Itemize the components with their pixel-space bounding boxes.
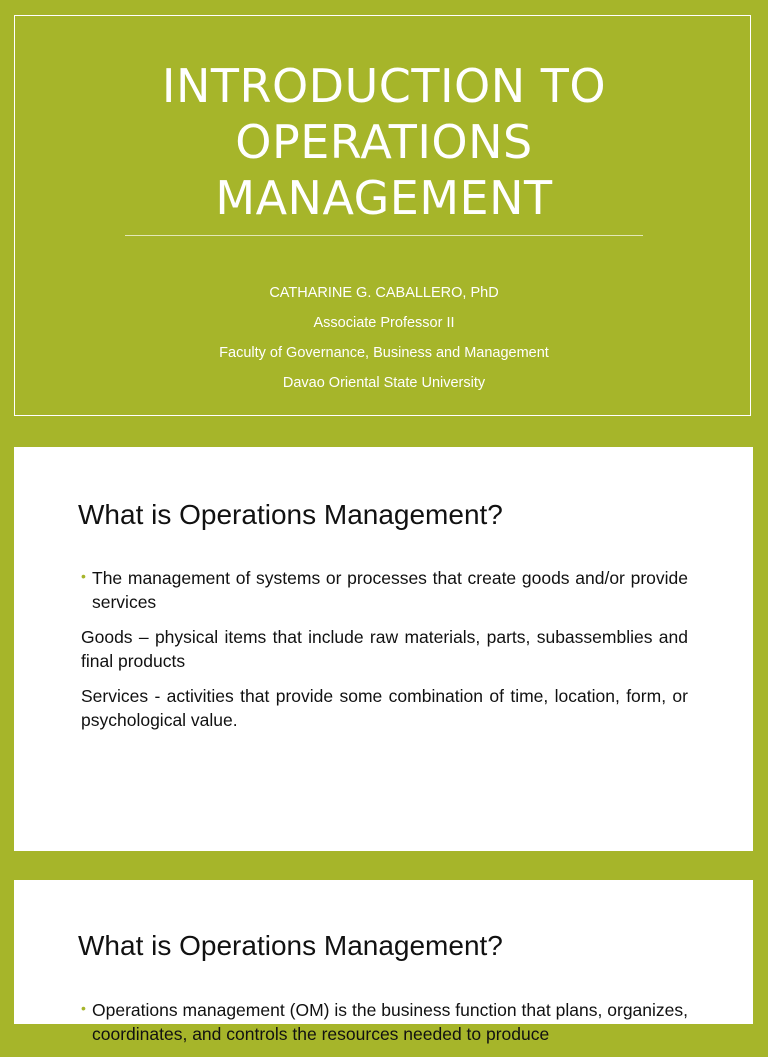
bullet-item <box>81 998 688 1046</box>
slide-heading: What is Operations Management? <box>78 930 503 961</box>
slide-3 <box>14 880 753 1044</box>
bullet-item <box>81 566 688 614</box>
title-line-3: MANAGEMENT <box>215 171 553 225</box>
goods-definition: Goods – physical items that include raw materials, parts, subassemblies and final products <box>81 627 688 671</box>
author-position: Associate Professor II <box>313 315 455 331</box>
slide-heading: What is Operations Management? <box>78 499 503 530</box>
author-name: CATHARINE G. CABALLERO, PhD <box>269 285 499 301</box>
slide-2 <box>14 447 753 851</box>
title-line-1: INTRODUCTION TO <box>161 59 607 113</box>
presentation-title <box>0 58 768 226</box>
author-info <box>0 278 768 398</box>
title-slide <box>0 0 768 432</box>
author-university: Davao Oriental State University <box>282 375 486 391</box>
title-divider <box>125 235 643 236</box>
services-definition: Services - activities that provide some combination of time, location, form, or psychological value. <box>81 686 688 730</box>
title-line-2: OPERATIONS <box>235 115 533 169</box>
slide-body <box>81 566 688 743</box>
author-faculty: Faculty of Governance, Business and Management <box>219 345 549 361</box>
bullet-text: The management of systems or processes that create goods and/or provide services <box>92 568 688 612</box>
bullet-icon: • <box>81 568 86 584</box>
bullet-icon: • <box>81 1000 86 1016</box>
slide-body <box>81 998 688 1057</box>
bullet-text: Operations management (OM) is the business function that plans, organizes, coordinates, and controls the resources needed to produce <box>92 1000 688 1044</box>
